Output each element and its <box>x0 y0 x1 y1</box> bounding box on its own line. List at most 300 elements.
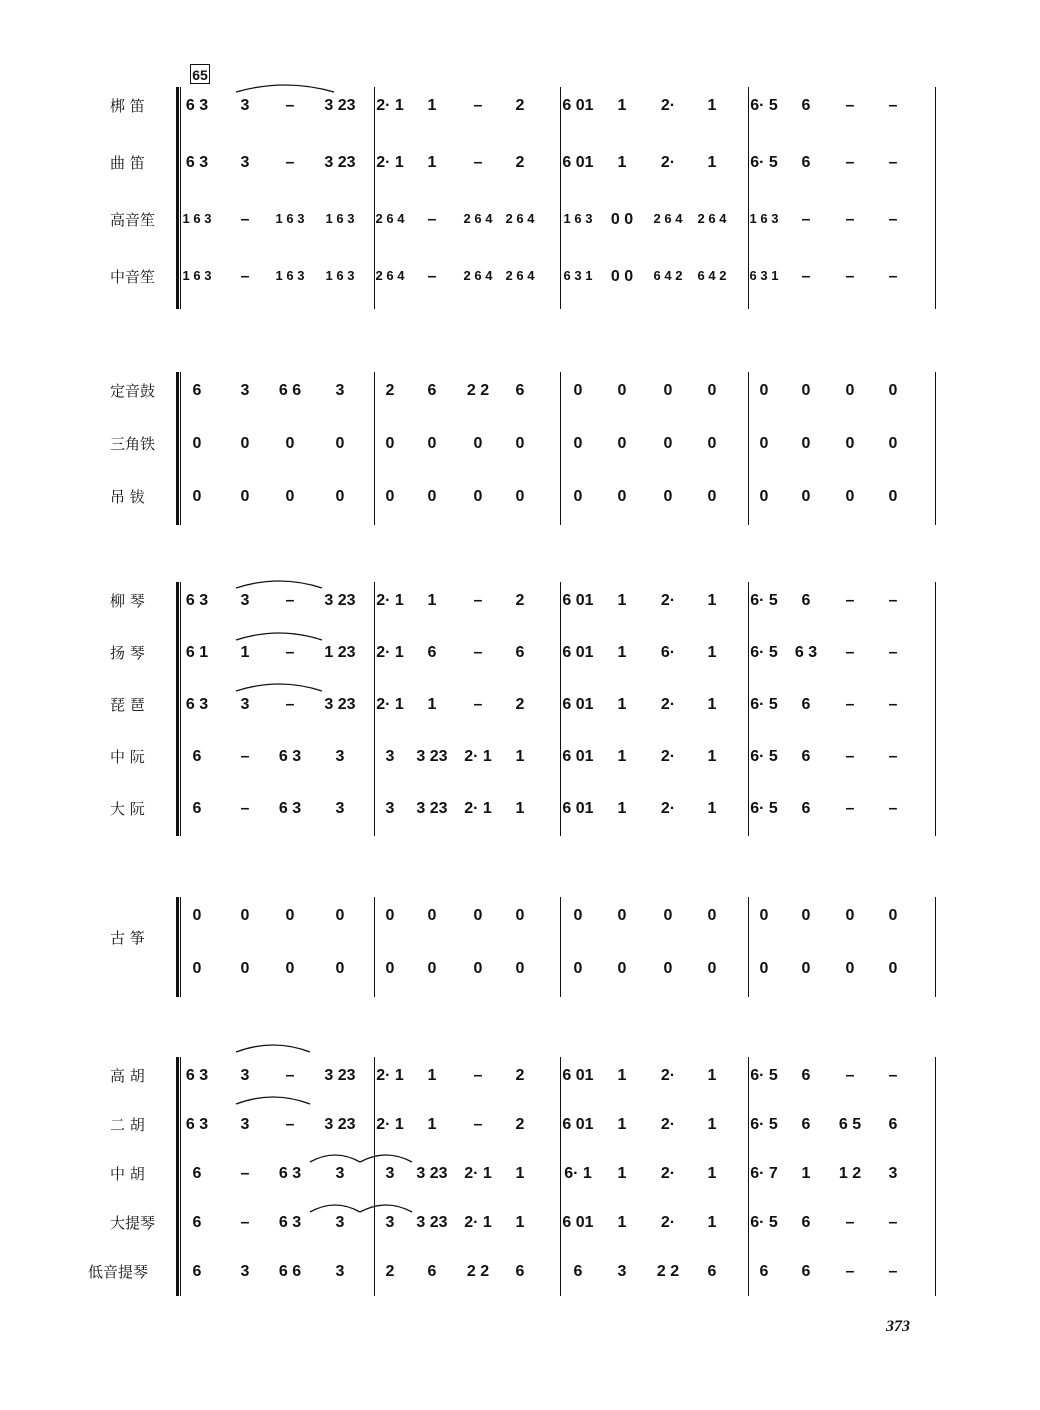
note: 0 <box>801 488 811 505</box>
note: 0 <box>801 907 811 924</box>
note: 1 <box>707 644 717 661</box>
note: 0 <box>192 435 202 452</box>
note: – <box>240 800 250 817</box>
note: 2· <box>660 800 676 817</box>
note: 6 <box>515 382 525 399</box>
note: 2· 1 <box>376 696 404 713</box>
note: 3 <box>617 1263 627 1280</box>
note: 1 6 3 <box>325 268 355 283</box>
note: 6· 5 <box>750 696 778 713</box>
note: 1 <box>617 97 627 114</box>
note: 0 <box>285 488 295 505</box>
note: – <box>285 592 295 609</box>
note: 6 1 <box>185 644 209 661</box>
note: 2 2 <box>656 1263 680 1280</box>
note: 1 <box>707 1067 717 1084</box>
tie <box>310 1155 360 1162</box>
tie <box>236 1097 310 1104</box>
note: – <box>845 268 855 285</box>
note: – <box>845 696 855 713</box>
note: 1 2 <box>838 1165 862 1182</box>
note: 6 3 1 <box>749 268 779 283</box>
note: 6· 5 <box>750 1067 778 1084</box>
note: – <box>888 800 898 817</box>
note: 3 <box>385 800 395 817</box>
note: 3 23 <box>324 592 356 609</box>
note: 1 <box>707 97 717 114</box>
note: – <box>285 644 295 661</box>
note: – <box>285 696 295 713</box>
note: 2 2 <box>466 382 490 399</box>
note: 0 <box>888 960 898 977</box>
note: 2 <box>515 1067 525 1084</box>
note: 1 <box>427 592 437 609</box>
note: 0 0 <box>610 211 634 228</box>
note: 3 <box>240 154 250 171</box>
note: – <box>888 1263 898 1280</box>
note: 6 01 <box>562 644 594 661</box>
note: 1 <box>617 154 627 171</box>
note: 2· 1 <box>376 644 404 661</box>
note: 6· 5 <box>750 800 778 817</box>
note: – <box>845 1214 855 1231</box>
note: 0 <box>515 488 525 505</box>
note: 0 <box>573 435 583 452</box>
note: 0 <box>759 907 769 924</box>
note: 0 <box>427 435 437 452</box>
instrument-label: 扬 琴 <box>110 644 145 662</box>
note: 2 <box>515 696 525 713</box>
note: 2 6 4 <box>375 268 405 283</box>
note: – <box>473 592 483 609</box>
instrument-label: 定音鼓 <box>110 382 156 400</box>
note: 6 <box>759 1263 769 1280</box>
note: 6 <box>888 1116 898 1133</box>
note: 1 <box>707 154 717 171</box>
note: 1 6 3 <box>325 211 355 226</box>
note: 6 6 <box>278 1263 302 1280</box>
note: 3 23 <box>324 154 356 171</box>
tie <box>310 1205 360 1212</box>
note: 0 <box>759 435 769 452</box>
note: 6· 5 <box>750 97 778 114</box>
note: 6 <box>427 382 437 399</box>
note: 2 6 4 <box>697 211 727 226</box>
note: 6 <box>707 1263 717 1280</box>
note: 0 <box>617 488 627 505</box>
note: 2 <box>385 382 395 399</box>
instrument-label: 高 胡 <box>110 1067 145 1085</box>
note: 6 <box>801 1263 811 1280</box>
note: 6 3 <box>278 800 302 817</box>
note: 6· 5 <box>750 1116 778 1133</box>
note: 6 <box>427 1263 437 1280</box>
note: – <box>845 748 855 765</box>
note: 0 <box>617 435 627 452</box>
note: 0 <box>473 435 483 452</box>
note: 0 <box>888 435 898 452</box>
tie <box>236 1045 310 1052</box>
note: 6 <box>515 644 525 661</box>
note: 0 <box>285 435 295 452</box>
note: 0 <box>663 907 673 924</box>
note: 3 <box>240 1067 250 1084</box>
note: 0 <box>192 907 202 924</box>
note: 0 <box>801 960 811 977</box>
note: 2 <box>515 154 525 171</box>
note: 3 23 <box>416 748 448 765</box>
note: 3 23 <box>324 1116 356 1133</box>
instrument-label: 低音提琴 <box>88 1263 149 1281</box>
note: 6 3 1 <box>563 268 593 283</box>
note: 1 <box>707 1165 717 1182</box>
note: 2· <box>660 1067 676 1084</box>
note: 6 <box>192 1214 202 1231</box>
note: 2 <box>515 97 525 114</box>
note: 2 6 4 <box>505 268 535 283</box>
note: – <box>240 1214 250 1231</box>
note: 2· <box>660 1116 676 1133</box>
note: 0 <box>473 488 483 505</box>
note: – <box>888 97 898 114</box>
note: 1 6 3 <box>182 268 212 283</box>
note: – <box>473 97 483 114</box>
note: 6 <box>192 382 202 399</box>
note: 6 3 <box>185 1116 209 1133</box>
note: 3 <box>385 1214 395 1231</box>
note: 3 <box>240 382 250 399</box>
note: – <box>473 154 483 171</box>
note: 6 <box>801 800 811 817</box>
instrument-label: 高音笙 <box>110 211 156 229</box>
note: 3 23 <box>324 97 356 114</box>
note: 6 01 <box>562 1067 594 1084</box>
note: 1 6 3 <box>749 211 779 226</box>
note: 6 01 <box>562 97 594 114</box>
note: 2 <box>515 1116 525 1133</box>
note: 0 <box>573 907 583 924</box>
note: – <box>888 696 898 713</box>
note: 0 <box>759 960 769 977</box>
note: 0 <box>515 907 525 924</box>
note: – <box>427 268 437 285</box>
note: 2 6 4 <box>505 211 535 226</box>
page-number: 373 <box>886 1318 910 1335</box>
note: 0 <box>385 488 395 505</box>
note: – <box>240 1165 250 1182</box>
note: 2 6 4 <box>463 211 493 226</box>
note: 1 <box>707 1214 717 1231</box>
note: 2 2 <box>466 1263 490 1280</box>
note: 1 6 3 <box>275 268 305 283</box>
note: 0 <box>515 435 525 452</box>
note: 0 <box>335 435 345 452</box>
note: – <box>285 154 295 171</box>
note: – <box>888 1214 898 1231</box>
note: 6· 5 <box>750 748 778 765</box>
note: – <box>845 800 855 817</box>
note: 1 <box>427 1067 437 1084</box>
note: 0 <box>759 382 769 399</box>
note: 6 <box>192 800 202 817</box>
note: 1 <box>617 644 627 661</box>
note: – <box>845 97 855 114</box>
note: 2· 1 <box>376 592 404 609</box>
note: 1 23 <box>324 644 356 661</box>
note: – <box>473 696 483 713</box>
note: 6 4 2 <box>697 268 727 283</box>
note: – <box>888 592 898 609</box>
instrument-label: 吊 钹 <box>110 488 145 506</box>
note: – <box>285 97 295 114</box>
note: 0 <box>335 960 345 977</box>
note: 1 <box>427 97 437 114</box>
note: 1 <box>617 1214 627 1231</box>
note: 3 <box>240 592 250 609</box>
note: 0 <box>427 488 437 505</box>
note: 0 <box>801 435 811 452</box>
note: 3 <box>240 696 250 713</box>
tie <box>360 1155 412 1162</box>
note: 0 <box>707 435 717 452</box>
note: – <box>285 1116 295 1133</box>
note: 6 <box>573 1263 583 1280</box>
note: 2· 1 <box>376 97 404 114</box>
note: 1 <box>707 1116 717 1133</box>
instrument-label: 中 阮 <box>110 748 145 766</box>
note: 6 <box>801 592 811 609</box>
note: – <box>427 211 437 228</box>
note: 3 23 <box>324 1067 356 1084</box>
note: 2· <box>660 154 676 171</box>
note: 1 <box>617 800 627 817</box>
note: 0 <box>663 488 673 505</box>
note: 6 <box>801 154 811 171</box>
note: – <box>888 1067 898 1084</box>
note: 3 <box>385 1165 395 1182</box>
note: 6· <box>660 644 676 661</box>
note: 6· 1 <box>564 1165 592 1182</box>
tie <box>236 581 322 588</box>
note: 1 <box>515 1165 525 1182</box>
note: 1 <box>707 592 717 609</box>
tie <box>236 633 322 640</box>
note: – <box>845 211 855 228</box>
note: 0 <box>573 382 583 399</box>
note: 6 01 <box>562 800 594 817</box>
note: 3 23 <box>416 800 448 817</box>
note: 6 01 <box>562 1214 594 1231</box>
note: 1 <box>617 1165 627 1182</box>
rehearsal-mark: 65 <box>190 64 210 84</box>
note: – <box>888 154 898 171</box>
note: 6· 5 <box>750 154 778 171</box>
note: 3 <box>385 748 395 765</box>
instrument-label: 古 筝 <box>110 929 145 947</box>
note: 1 <box>427 154 437 171</box>
note: 3 <box>335 748 345 765</box>
note: 0 <box>285 960 295 977</box>
note: 6 01 <box>562 592 594 609</box>
note: 3 <box>240 97 250 114</box>
note: – <box>845 592 855 609</box>
note: 0 <box>515 960 525 977</box>
note: 2 <box>385 1263 395 1280</box>
note: 6· 7 <box>750 1165 778 1182</box>
note: – <box>888 211 898 228</box>
note: – <box>240 211 250 228</box>
note: 0 <box>801 382 811 399</box>
tie <box>236 85 334 92</box>
note: 2· <box>660 592 676 609</box>
note: 0 <box>663 382 673 399</box>
note: 0 <box>285 907 295 924</box>
note: 6 <box>801 696 811 713</box>
note: 6 4 2 <box>653 268 683 283</box>
note: – <box>888 268 898 285</box>
note: 6· 5 <box>750 1214 778 1231</box>
note: 0 <box>888 907 898 924</box>
note: 0 <box>385 960 395 977</box>
note: 2· <box>660 97 676 114</box>
note: 6 01 <box>562 154 594 171</box>
note: 3 <box>888 1165 898 1182</box>
note: – <box>801 268 811 285</box>
note: 0 <box>845 435 855 452</box>
note: 6 <box>427 644 437 661</box>
note: – <box>473 644 483 661</box>
note: 1 <box>617 592 627 609</box>
note: 2· 1 <box>464 1214 492 1231</box>
note: 0 <box>240 488 250 505</box>
note: 1 <box>617 696 627 713</box>
note: 6· 5 <box>750 644 778 661</box>
note: – <box>473 1116 483 1133</box>
instrument-label: 梆 笛 <box>110 97 145 115</box>
instrument-label: 柳 琴 <box>110 592 145 610</box>
note: 1 <box>427 1116 437 1133</box>
note: 0 <box>845 960 855 977</box>
note: 2· 1 <box>376 1116 404 1133</box>
note: – <box>285 1067 295 1084</box>
note: 3 <box>335 382 345 399</box>
note: 2· 1 <box>464 1165 492 1182</box>
note: 0 <box>335 488 345 505</box>
note: 6 <box>801 1214 811 1231</box>
note: 6 01 <box>562 1116 594 1133</box>
note: 6· 5 <box>750 592 778 609</box>
note: 0 <box>617 382 627 399</box>
note: 6 3 <box>278 748 302 765</box>
note: 6 3 <box>185 97 209 114</box>
note: 1 <box>515 1214 525 1231</box>
tie <box>236 684 322 691</box>
note: 2· 1 <box>376 1067 404 1084</box>
note: 1 <box>617 748 627 765</box>
note: 2· 1 <box>464 748 492 765</box>
note: 2· <box>660 1165 676 1182</box>
note: 1 <box>515 800 525 817</box>
note: – <box>801 211 811 228</box>
note: 6 <box>801 1067 811 1084</box>
note: 0 <box>663 960 673 977</box>
instrument-label: 中 胡 <box>110 1165 145 1183</box>
note: 6 6 <box>278 382 302 399</box>
note: 2 6 4 <box>463 268 493 283</box>
note: 0 <box>240 907 250 924</box>
note: 3 23 <box>324 696 356 713</box>
note: 1 6 3 <box>275 211 305 226</box>
note: 6 <box>801 748 811 765</box>
note: 6 01 <box>562 748 594 765</box>
note: 0 <box>888 382 898 399</box>
note: – <box>845 1067 855 1084</box>
note: 1 <box>617 1116 627 1133</box>
note: 3 <box>335 1214 345 1231</box>
note: 1 6 3 <box>182 211 212 226</box>
instrument-label: 二 胡 <box>110 1116 145 1134</box>
note: 0 <box>427 907 437 924</box>
note: 0 <box>707 488 717 505</box>
note: 2 6 4 <box>375 211 405 226</box>
note: – <box>888 644 898 661</box>
note: – <box>240 748 250 765</box>
note: 1 <box>707 800 717 817</box>
note: 2· <box>660 696 676 713</box>
note: 2· 1 <box>464 800 492 817</box>
note: – <box>888 748 898 765</box>
note: 0 <box>617 960 627 977</box>
note: 2· <box>660 1214 676 1231</box>
note: 6 3 <box>278 1165 302 1182</box>
note: 3 <box>335 800 345 817</box>
instrument-label: 三角铁 <box>110 435 156 453</box>
note: 0 <box>385 907 395 924</box>
note: 0 <box>888 488 898 505</box>
note: 0 <box>473 907 483 924</box>
instrument-label: 大 阮 <box>110 800 145 818</box>
note: 0 <box>759 488 769 505</box>
note: 3 <box>335 1165 345 1182</box>
note: – <box>845 644 855 661</box>
note: – <box>845 1263 855 1280</box>
note: – <box>240 268 250 285</box>
note: 3 <box>240 1116 250 1133</box>
note: 2· <box>660 748 676 765</box>
note: 0 <box>240 960 250 977</box>
tie <box>360 1205 412 1212</box>
note: 0 <box>573 960 583 977</box>
note: 1 <box>240 644 250 661</box>
instrument-label: 琵 琶 <box>110 696 145 714</box>
note: 1 <box>707 748 717 765</box>
note: 6 3 <box>185 1067 209 1084</box>
note: 3 23 <box>416 1165 448 1182</box>
note: 6 01 <box>562 696 594 713</box>
note: 0 <box>845 907 855 924</box>
note: 6 3 <box>185 592 209 609</box>
note: 2 6 4 <box>653 211 683 226</box>
note: 0 0 <box>610 268 634 285</box>
note: 6 <box>192 1165 202 1182</box>
note: 2· 1 <box>376 154 404 171</box>
instrument-label: 大提琴 <box>110 1214 156 1232</box>
note: 0 <box>573 488 583 505</box>
note: 6 5 <box>838 1116 862 1133</box>
note: 6 <box>515 1263 525 1280</box>
note: 3 <box>240 1263 250 1280</box>
note: 0 <box>845 488 855 505</box>
